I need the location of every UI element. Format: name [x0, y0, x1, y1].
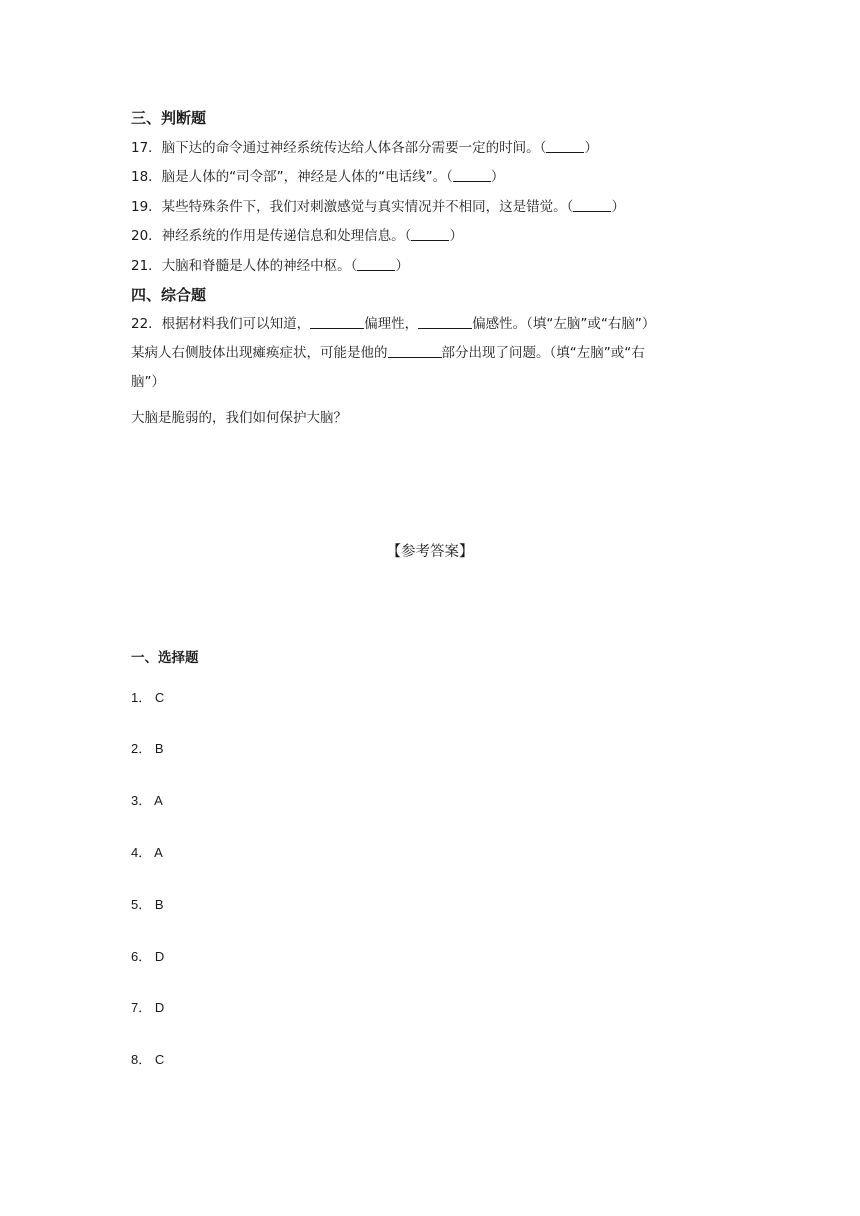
answer-section-1-heading: 一、选择题	[131, 650, 199, 666]
answer-item	[131, 844, 163, 862]
answer-number: 3．	[131, 793, 152, 808]
answer-blank	[411, 226, 449, 241]
answer-number: 6．	[131, 949, 152, 964]
answer-value: D	[154, 1000, 165, 1015]
question-22-line-1	[131, 314, 655, 334]
question-19-text: 19．某些特殊条件下，我们对刺激感觉与真实情况并不相同，这是错觉。（	[131, 199, 574, 215]
question-22-line-4: 大脑是脆弱的，我们如何保护大脑？	[131, 410, 347, 426]
answer-value: A	[154, 793, 163, 808]
answer-item	[131, 1051, 164, 1069]
answer-blank	[546, 138, 584, 153]
answer-blank	[310, 314, 364, 329]
question-21	[131, 256, 409, 276]
question-22-text-e: 部分出现了问题。（填“左脑”或“右	[441, 345, 645, 361]
question-18	[131, 167, 504, 187]
answer-value: B	[154, 741, 164, 756]
question-22-line-3: 脑”）	[131, 374, 165, 390]
answer-value: C	[154, 1052, 165, 1067]
question-20-close: ）	[449, 228, 463, 244]
question-22-text-d: 某病人右侧肢体出现瘫痪症状，可能是他的	[131, 345, 388, 361]
answer-item	[131, 999, 164, 1017]
answer-item	[131, 740, 164, 758]
answer-number: 4．	[131, 845, 152, 860]
answer-blank	[418, 314, 472, 329]
question-20	[131, 226, 463, 246]
answer-item	[131, 792, 163, 810]
answer-number: 2．	[131, 741, 152, 756]
answer-key-title: 【参考答案】	[386, 544, 474, 560]
answer-item	[131, 896, 164, 914]
answer-number: 5．	[131, 897, 152, 912]
answer-number: 1．	[131, 690, 152, 705]
answer-value: A	[154, 845, 163, 860]
question-22-text-c: 偏感性。（填“左脑”或“右脑”）	[472, 316, 656, 332]
question-18-close: ）	[490, 169, 505, 185]
question-19	[131, 197, 625, 217]
question-20-text: 20．神经系统的作用是传递信息和处理信息。（	[131, 228, 412, 244]
question-17-text: 17．脑下达的命令通过神经系统传达给人体各部分需要一定的时间。（	[131, 140, 547, 156]
question-22-line-2	[131, 343, 645, 363]
answer-value: C	[154, 690, 165, 705]
answer-item	[131, 948, 164, 966]
answer-blank	[573, 197, 611, 212]
answer-item	[131, 689, 164, 707]
answer-value: D	[154, 949, 165, 964]
section-4-heading: 四、综合题	[131, 286, 207, 304]
question-21-close: ）	[395, 258, 409, 274]
section-3-heading: 三、判断题	[131, 109, 207, 127]
question-22-text-a: 22．根据材料我们可以知道，	[131, 316, 311, 332]
answer-number: 7．	[131, 1000, 152, 1015]
question-22-text-b: 偏理性，	[364, 316, 419, 332]
answer-blank	[357, 256, 395, 271]
question-17-close: ）	[584, 140, 598, 156]
question-19-close: ）	[611, 199, 625, 215]
question-18-text: 18．脑是人体的“司令部”，神经是人体的“电话线”。（	[131, 169, 453, 185]
answer-blank	[453, 167, 491, 182]
question-17	[131, 138, 598, 158]
answer-value: B	[154, 897, 164, 912]
answer-number: 8．	[131, 1052, 152, 1067]
answer-blank	[388, 343, 442, 358]
question-21-text: 21．大脑和脊髓是人体的神经中枢。（	[131, 258, 358, 274]
